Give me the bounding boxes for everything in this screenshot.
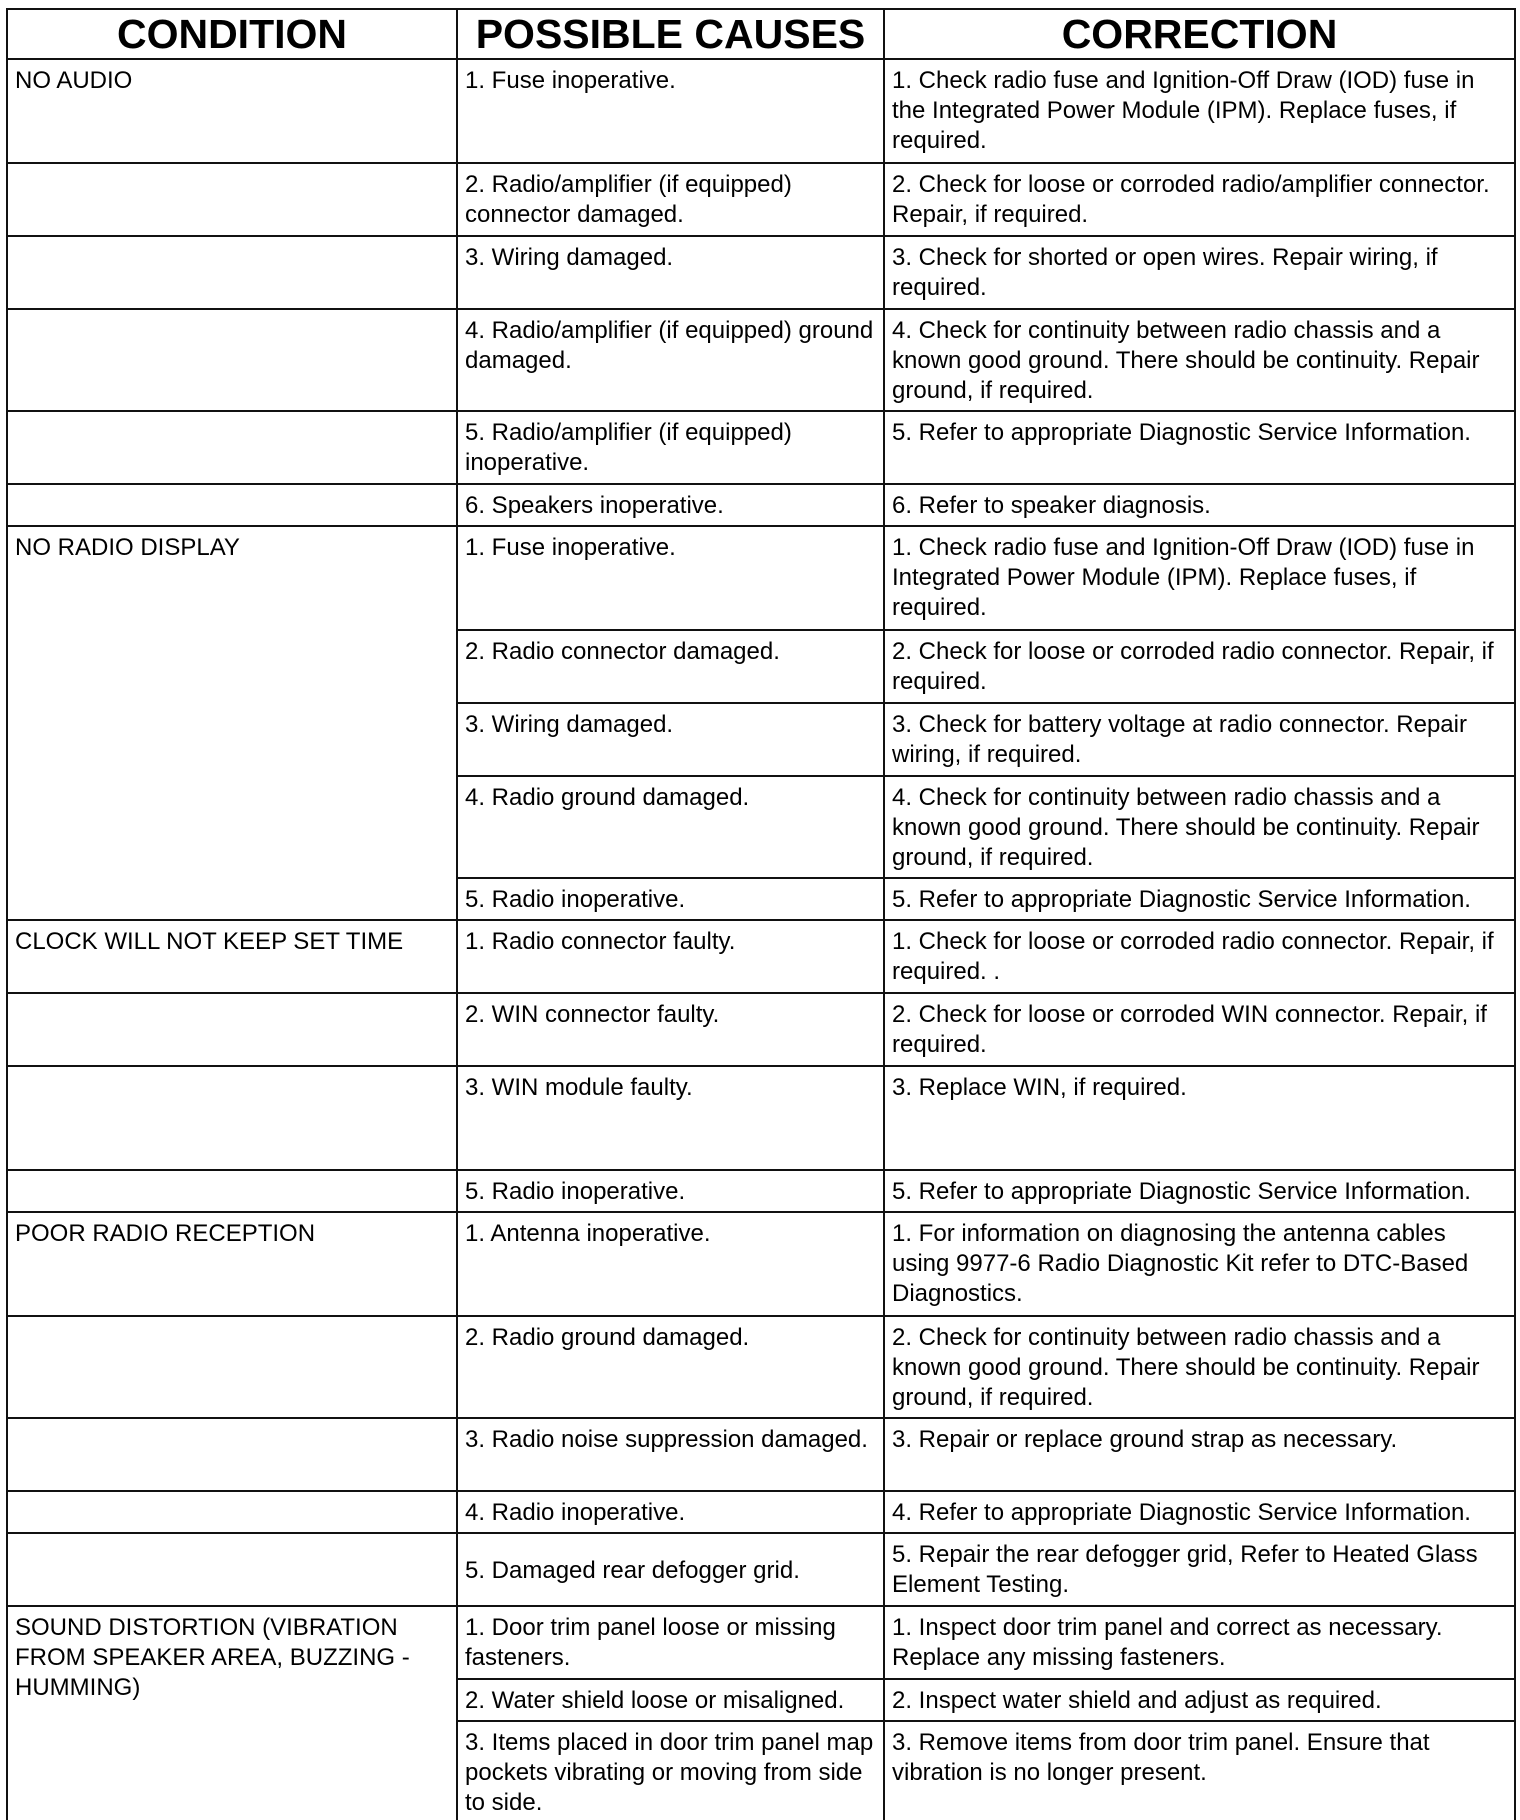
correction-cell: 2. Check for loose or corroded WIN connector. Repair, if required. (884, 993, 1515, 1066)
table-row (7, 1066, 1515, 1170)
cause-cell: 1. Fuse inoperative. (457, 526, 884, 630)
correction-cell: 2. Check for loose or corroded radio/amplifier connector. Repair, if required. (884, 163, 1515, 236)
table-row (7, 920, 1515, 993)
table-row (7, 59, 1515, 163)
correction-cell: 2. Inspect water shield and adjust as required. (884, 1679, 1515, 1721)
condition-cell-empty (7, 1491, 457, 1533)
correction-cell: 5. Repair the rear defogger grid, Refer to Heated Glass Element Testing. (884, 1533, 1515, 1606)
cause-cell: 5. Radio inoperative. (457, 878, 884, 920)
condition-cell: NO AUDIO (7, 59, 457, 163)
table-row (7, 993, 1515, 1066)
cause-cell: 1. Radio connector faulty. (457, 920, 884, 993)
cause-cell: 2. WIN connector faulty. (457, 993, 884, 1066)
table-row (7, 236, 1515, 309)
condition-cell: NO RADIO DISPLAY (7, 526, 457, 920)
cause-cell: 2. Radio connector damaged. (457, 630, 884, 703)
header-possible-causes: POSSIBLE CAUSES (457, 9, 884, 59)
cause-cell: 4. Radio ground damaged. (457, 776, 884, 878)
correction-cell: 1. Check radio fuse and Ignition-Off Draw (IOD) fuse in Integrated Power Module (IPM). Replace fuses, if required. (884, 526, 1515, 630)
correction-cell: 4. Check for continuity between radio chassis and a known good ground. There should be continuity. Repair ground, if required. (884, 776, 1515, 878)
correction-cell: 3. Replace WIN, if required. (884, 1066, 1515, 1170)
table-row (7, 163, 1515, 236)
correction-cell: 3. Check for battery voltage at radio connector. Repair wiring, if required. (884, 703, 1515, 776)
correction-cell: 1. Check for loose or corroded radio connector. Repair, if required. . (884, 920, 1515, 993)
cause-cell: 1. Door trim panel loose or missing fasteners. (457, 1606, 884, 1679)
condition-cell-empty (7, 1316, 457, 1418)
condition-cell-empty (7, 411, 457, 484)
condition-cell-empty (7, 236, 457, 309)
cause-cell: 5. Radio/amplifier (if equipped) inoperative. (457, 411, 884, 484)
table-row (7, 411, 1515, 484)
cause-cell: 2. Radio/amplifier (if equipped) connector damaged. (457, 163, 884, 236)
condition-cell-empty (7, 1418, 457, 1491)
cause-cell: 5. Radio inoperative. (457, 1170, 884, 1212)
cause-cell: 4. Radio inoperative. (457, 1491, 884, 1533)
condition-cell: POOR RADIO RECEPTION (7, 1212, 457, 1316)
cause-cell: 3. WIN module faulty. (457, 1066, 884, 1170)
table-row (7, 1418, 1515, 1491)
header-row (7, 9, 1515, 59)
condition-cell-empty (7, 1170, 457, 1212)
table-row (7, 484, 1515, 526)
condition-cell-empty (7, 1066, 457, 1170)
cause-cell: 1. Antenna inoperative. (457, 1212, 884, 1316)
correction-cell: 2. Check for loose or corroded radio connector. Repair, if required. (884, 630, 1515, 703)
correction-cell: 4. Check for continuity between radio chassis and a known good ground. There should be continuity. Repair ground, if required. (884, 309, 1515, 411)
cause-cell: 5. Damaged rear defogger grid. (457, 1533, 884, 1606)
table-row (7, 1170, 1515, 1212)
table-row (7, 1533, 1515, 1606)
condition-cell: CLOCK WILL NOT KEEP SET TIME (7, 920, 457, 993)
cause-cell: 2. Radio ground damaged. (457, 1316, 884, 1418)
cause-cell: 3. Radio noise suppression damaged. (457, 1418, 884, 1491)
correction-cell: 3. Repair or replace ground strap as necessary. (884, 1418, 1515, 1491)
condition-cell-empty (7, 163, 457, 236)
correction-cell: 4. Refer to appropriate Diagnostic Service Information. (884, 1491, 1515, 1533)
condition-cell-empty (7, 309, 457, 411)
cause-cell: 2. Water shield loose or misaligned. (457, 1679, 884, 1721)
table-row (7, 1212, 1515, 1316)
correction-cell: 5. Refer to appropriate Diagnostic Service Information. (884, 878, 1515, 920)
correction-cell: 6. Refer to speaker diagnosis. (884, 484, 1515, 526)
correction-cell: 1. Check radio fuse and Ignition-Off Draw (IOD) fuse in the Integrated Power Module (IPM). Replace fuses, if required. (884, 59, 1515, 163)
condition-cell-empty (7, 484, 457, 526)
cause-cell: 3. Items placed in door trim panel map pockets vibrating or moving from side to side. (457, 1721, 884, 1820)
condition-cell: SOUND DISTORTION (VIBRATION FROM SPEAKER AREA, BUZZING - HUMMING) (7, 1606, 457, 1820)
correction-cell: 3. Check for shorted or open wires. Repair wiring, if required. (884, 236, 1515, 309)
table-row (7, 1491, 1515, 1533)
table-row (7, 1316, 1515, 1418)
condition-cell-empty (7, 993, 457, 1066)
header-condition: CONDITION (7, 9, 457, 59)
correction-cell: 5. Refer to appropriate Diagnostic Service Information. (884, 411, 1515, 484)
correction-cell: 3. Remove items from door trim panel. Ensure that vibration is no longer present. (884, 1721, 1515, 1820)
cause-cell: 3. Wiring damaged. (457, 236, 884, 309)
cause-cell: 4. Radio/amplifier (if equipped) ground damaged. (457, 309, 884, 411)
correction-cell: 5. Refer to appropriate Diagnostic Service Information. (884, 1170, 1515, 1212)
cause-cell: 1. Fuse inoperative. (457, 59, 884, 163)
condition-cell-empty (7, 1533, 457, 1606)
table-row (7, 526, 1515, 630)
cause-cell: 3. Wiring damaged. (457, 703, 884, 776)
table-row (7, 309, 1515, 411)
diagnosis-table (6, 8, 1516, 1820)
header-correction: CORRECTION (884, 9, 1515, 59)
cause-cell: 6. Speakers inoperative. (457, 484, 884, 526)
correction-cell: 1. Inspect door trim panel and correct as necessary. Replace any missing fasteners. (884, 1606, 1515, 1679)
correction-cell: 2. Check for continuity between radio chassis and a known good ground. There should be continuity. Repair ground, if required. (884, 1316, 1515, 1418)
correction-cell: 1. For information on diagnosing the antenna cables using 9977-6 Radio Diagnostic Kit refer to DTC-Based Diagnostics. (884, 1212, 1515, 1316)
table-row (7, 1606, 1515, 1679)
